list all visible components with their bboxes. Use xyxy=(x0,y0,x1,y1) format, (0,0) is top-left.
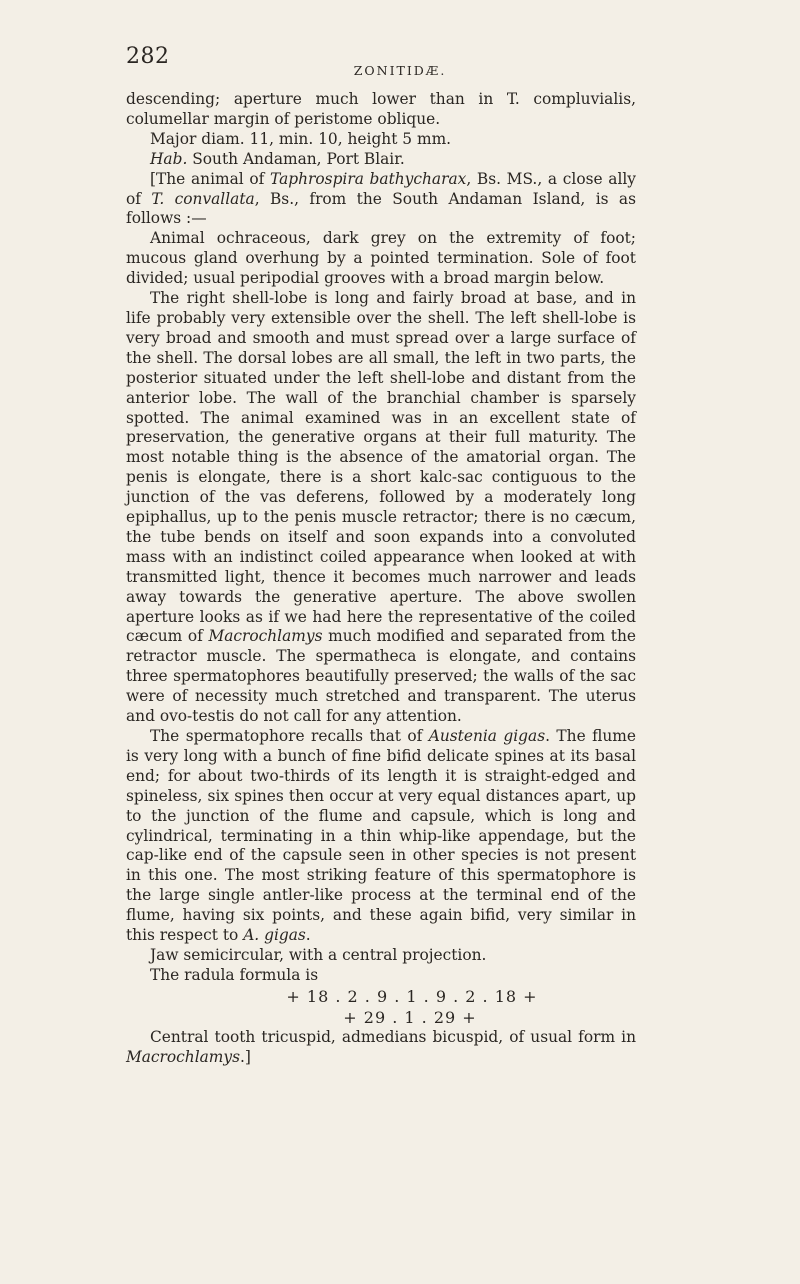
paragraph-central-tooth: Central tooth tricuspid, admedians bicuspid, of usual form in Macrochlamys.] xyxy=(126,1027,636,1066)
species-name: Austenia gigas xyxy=(428,727,546,745)
running-title: ZONITIDÆ. xyxy=(353,63,447,78)
paragraph-habitat: Hab. South Andaman, Port Blair. xyxy=(150,149,405,168)
genus-name: Macrochlamys xyxy=(126,1047,240,1066)
species-name: A. gigas xyxy=(243,926,306,945)
paragraph-description-continued: descending; aperture much lower than in T. compluvialis, columellar margin of peristome oblique. xyxy=(126,90,636,128)
paragraph-animal-intro: [The animal of Taphrospira bathycharax, Bs. MS., a close ally of T. convallata, Bs., from the South Andaman Island, is as follows :— xyxy=(126,169,637,228)
paragraph-radula-intro: The radula formula is xyxy=(150,965,319,984)
page-number: 282 xyxy=(126,44,170,69)
species-name: T. convallata xyxy=(151,189,255,208)
paragraph-jaw: Jaw semicircular, with a central projection. xyxy=(150,945,487,964)
paragraph-spermatophore: The spermatophore recalls that of Austenia gigas. The flume is very long with a bunch of fine bifid delicate spines at its basal end; for about two-thirds of its length it is straight-edged and spineless, six spines then occur at very equal distances apart, up to the junction of the flume and capsule, which is long and cylindrical, terminating in a thin whip-like appendage, but the cap-like end of the capsule seen in other species is not present in this one. The most striking feature of this spermatophore is the large single antler-like process at the terminal end of the flume, having six points, and these again bifid, very similar in this respect to A. gigas. xyxy=(126,727,637,945)
paragraph-animal-description: Animal ochraceous, dark grey on the extremity of foot; mucous gland overhung by a pointed termination. Sole of foot divided; usual peripodial grooves with a broad margin below. xyxy=(126,229,636,288)
paragraph-anatomy: The right shell-lobe is long and fairly broad at base, and in life probably very extensible over the shell. The left shell-lobe is very broad and smooth and must spread over a large surface of the shell. The dorsal lobes are all small, the left in two parts, the posterior situated under the left shell-lobe and distant from the anterior lobe. The wall of the branchial chamber is sparsely spotted. The animal examined was in an excellent state of preservation, the generative organs at their full maturity. The most notable thing is the absence of the amatorial organ. The penis is elongate, there is a short kalc-sac contiguous to the junction of the vas deferens, followed by a moderately long epiphallus, up to the penis muscle retractor; there is no cæcum, the tube bends on itself and soon expands into a convoluted mass with an indistinct coiled appearance when looked at with transmitted light, thence it becomes much narrower and leads away towards the generative aperture. The above swollen aperture looks as if we had here the representative of the coiled cæcum of Macrochlamys much modified and separated from the retractor muscle. The spermatheca is elongate, and contains three spermatophores beautifully preserved; the walls of the sac were of necessity much stretched and transparent. The uterus and ovo-testis do not call for any attention. xyxy=(126,289,636,726)
radula-formula-line-2: + 29 . 1 . 29 + xyxy=(343,1007,477,1027)
radula-formula-line-1: + 18 . 2 . 9 . 1 . 9 . 2 . 18 + xyxy=(286,986,538,1006)
body-text xyxy=(126,90,636,1068)
habitat-label: Hab. xyxy=(150,149,188,168)
genus-name: Macrochlamys xyxy=(208,627,323,646)
paragraph-dimensions: Major diam. 11, min. 10, height 5 mm. xyxy=(150,129,452,148)
species-name: Taphrospira bathycharax xyxy=(270,169,467,188)
